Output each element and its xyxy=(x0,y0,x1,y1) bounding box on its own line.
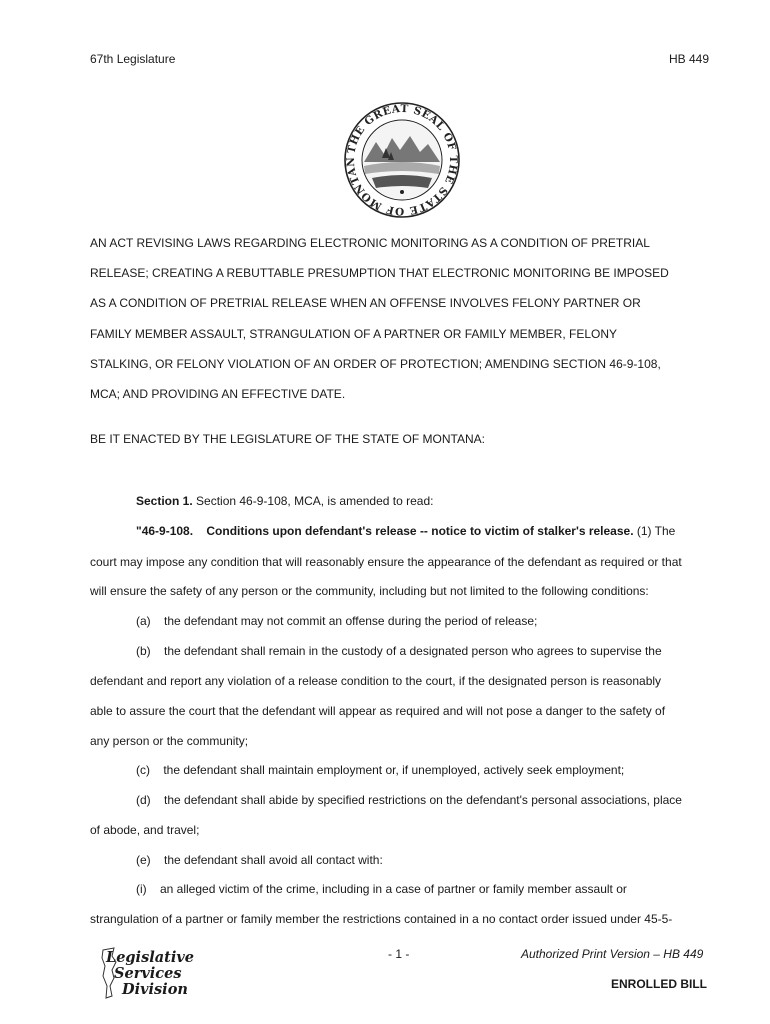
title-line: FAMILY MEMBER ASSAULT, STRANGULATION OF A PARTNER OR FAMILY MEMBER, FELONY xyxy=(90,326,618,341)
section-heading-rest: (1) The xyxy=(633,524,676,538)
section-intro-text: Section 46-9-108, MCA, is amended to read: xyxy=(192,494,434,508)
section-heading xyxy=(136,524,675,538)
clause-c: (c) the defendant shall maintain employment or, if unemployed, actively seek employment; xyxy=(136,763,625,777)
authorized-print-version: Authorized Print Version – HB 449 xyxy=(521,947,704,961)
body-line: will ensure the safety of any person or the community, including but not limited to the following conditions: xyxy=(90,584,649,598)
body-line: strangulation of a partner or family member the restrictions contained in a no contact order issued under 45-5- xyxy=(90,912,673,926)
bill-title xyxy=(90,228,730,409)
legislature-label: 67th Legislature xyxy=(90,52,176,66)
title-line: RELEASE; CREATING A REBUTTABLE PRESUMPTION THAT ELECTRONIC MONITORING BE IMPOSED xyxy=(90,266,669,281)
body-line: court may impose any condition that will reasonably ensure the appearance of the defendant as required or that xyxy=(90,555,682,569)
clause-e: (e) the defendant shall avoid all contact with: xyxy=(136,853,383,867)
body-line: able to assure the court that the defendant will appear as required and will not pose a danger to the safety of xyxy=(90,704,666,718)
enrolled-bill-label: ENROLLED BILL xyxy=(611,977,707,991)
clause-b: (b) the defendant shall remain in the custody of a designated person who agrees to supervise the xyxy=(136,644,662,658)
title-line: STALKING, OR FELONY VIOLATION OF AN ORDER OF PROTECTION; AMENDING SECTION 46-9-108, xyxy=(90,356,661,371)
section-1-intro xyxy=(136,494,433,508)
body-line: defendant and report any violation of a release condition to the court, if the designated person is reasonably xyxy=(90,674,662,688)
bill-number: HB 449 xyxy=(669,52,710,66)
enacting-clause: BE IT ENACTED BY THE LEGISLATURE OF THE STATE OF MONTANA: xyxy=(90,432,485,446)
body-line: any person or the community; xyxy=(90,734,249,748)
legislative-services-logo xyxy=(100,946,195,1000)
seal-ring-text: THE GREAT SEAL OF THE STATE OF MONTAN xyxy=(344,102,460,218)
clause-a: (a) the defendant may not commit an offense during the period of release; xyxy=(136,614,538,628)
clause-d: (d) the defendant shall abide by specified restrictions on the defendant's personal associations, place xyxy=(136,793,682,807)
logo-line-division: Division xyxy=(122,981,188,998)
page-number: - 1 - xyxy=(388,947,410,961)
logo-line-services: Services xyxy=(114,965,182,982)
clause-e-i: (i) an alleged victim of the crime, including in a case of partner or family member assault or xyxy=(136,882,627,896)
state-seal xyxy=(342,100,462,220)
section-label: Section 1. xyxy=(136,494,193,508)
title-line: MCA; AND PROVIDING AN EFFECTIVE DATE. xyxy=(90,387,346,402)
section-heading-bold: "46-9-108. Conditions upon defendant's release -- notice to victim of stalker's release. xyxy=(136,524,634,538)
title-line: AS A CONDITION OF PRETRIAL RELEASE WHEN AN OFFENSE INVOLVES FELONY PARTNER OR xyxy=(90,296,641,311)
logo-line-legislative: Legislative xyxy=(106,949,194,966)
body-line: of abode, and travel; xyxy=(90,823,200,837)
title-line: AN ACT REVISING LAWS REGARDING ELECTRONIC MONITORING AS A CONDITION OF PRETRIAL xyxy=(90,236,650,250)
